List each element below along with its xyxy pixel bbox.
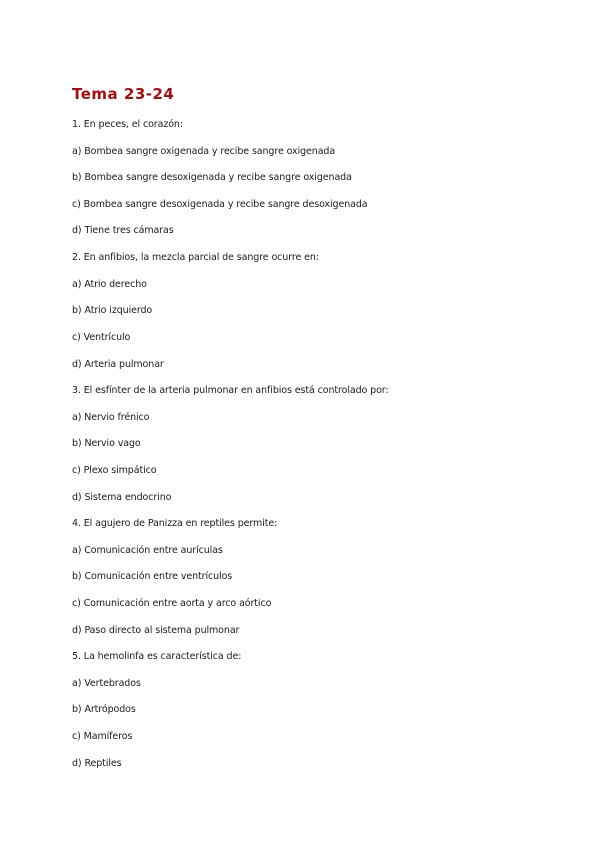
question-1-option-d: d) Tiene tres cámaras bbox=[72, 225, 174, 236]
page-title: Tema 23-24 bbox=[72, 85, 175, 103]
question-4-option-d: d) Paso directo al sistema pulmonar bbox=[72, 625, 240, 636]
question-2: 2. En anfibios, la mezcla parcial de sangre ocurre en: bbox=[72, 252, 319, 263]
question-4-option-b: b) Comunicación entre ventrículos bbox=[72, 571, 233, 582]
question-3-option-c: c) Plexo simpático bbox=[72, 465, 157, 476]
question-1-option-b: b) Bombea sangre desoxigenada y recibe sangre oxigenada bbox=[72, 172, 352, 183]
question-2-option-d: d) Arteria pulmonar bbox=[72, 359, 164, 370]
question-5-option-a: a) Vertebrados bbox=[72, 678, 141, 689]
question-3-option-a: a) Nervio frénico bbox=[72, 412, 150, 423]
question-2-option-a: a) Atrio derecho bbox=[72, 279, 147, 290]
question-4: 4. El agujero de Panizza en reptiles permite: bbox=[72, 518, 278, 529]
question-1-option-c: c) Bombea sangre desoxigenada y recibe sangre desoxigenada bbox=[72, 199, 368, 210]
question-5-option-b: b) Artrópodos bbox=[72, 704, 136, 715]
question-1-option-a: a) Bombea sangre oxigenada y recibe sangre oxigenada bbox=[72, 146, 336, 157]
question-3-option-b: b) Nervio vago bbox=[72, 438, 141, 449]
question-5: 5. La hemolinfa es característica de: bbox=[72, 651, 242, 662]
question-2-option-b: b) Atrio izquierdo bbox=[72, 305, 153, 316]
question-5-option-c: c) Mamíferos bbox=[72, 731, 133, 742]
question-4-option-c: c) Comunicación entre aorta y arco aórtico bbox=[72, 598, 272, 609]
question-1: 1. En peces, el corazón: bbox=[72, 119, 183, 130]
question-2-option-c: c) Ventrículo bbox=[72, 332, 131, 343]
question-3-option-d: d) Sistema endocrino bbox=[72, 492, 172, 503]
question-3: 3. El esfínter de la arteria pulmonar en anfibios está controlado por: bbox=[72, 385, 389, 396]
question-4-option-a: a) Comunicación entre aurículas bbox=[72, 545, 223, 556]
question-5-option-d: d) Reptiles bbox=[72, 758, 122, 769]
